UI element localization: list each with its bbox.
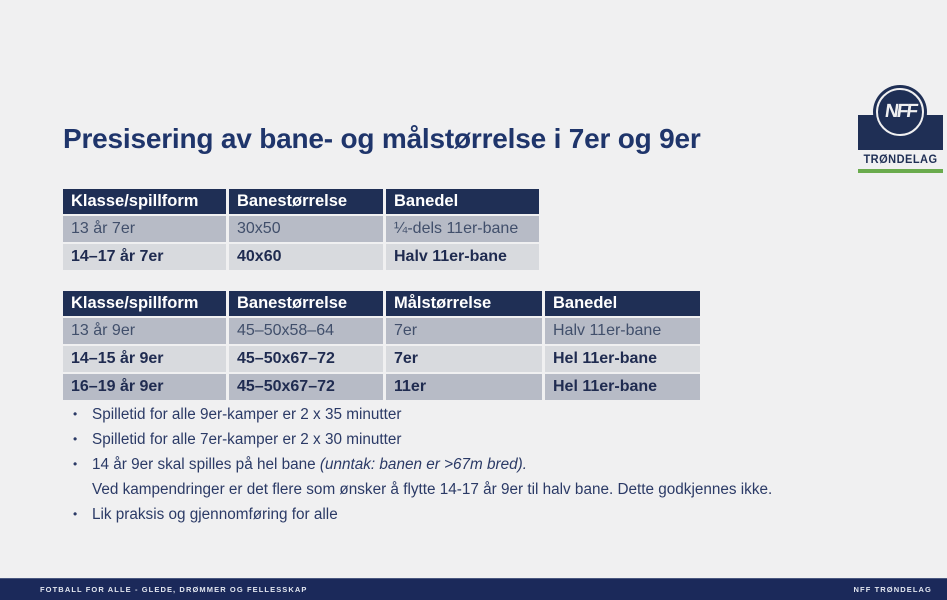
table-header-cell: Banedel [386, 189, 539, 214]
table-cell: Hel 11er-bane [545, 374, 700, 400]
bullet-text: Spilletid for alle 9er-kamper er 2 x 35 minutter [92, 406, 402, 423]
table-cell: 16–19 år 9er [63, 374, 226, 400]
table-cell: Halv 11er-bane [545, 318, 700, 344]
table-header-cell: Banestørrelse [229, 291, 383, 316]
bullet-dot: • [73, 432, 78, 446]
bullet-dot: • [73, 407, 78, 421]
table-header-cell: Banestørrelse [229, 189, 383, 214]
bullet-text-italic: (unntak: banen er >67m bred). [319, 456, 527, 473]
table-cell: 13 år 9er [63, 318, 226, 344]
bullet-dot: • [73, 507, 78, 521]
bullet-dot: • [73, 457, 78, 471]
footer-slogan: FOTBALL FOR ALLE - GLEDE, DRØMMER OG FELLESSKAP [40, 585, 308, 594]
nff-logo-ring [876, 88, 924, 136]
table-cell: ¼-dels 11er-bane [386, 216, 539, 242]
bullet-continuation: Ved kampendringer er det flere som ønsker å flytte 14-17 år 9er til halv bane. Dette godkjennes ikke. [92, 481, 773, 498]
bullet-item [70, 502, 890, 527]
table-cell: 7er [386, 318, 542, 344]
table-cell: Halv 11er-bane [386, 244, 539, 270]
footer-bar [0, 578, 947, 600]
table-header-cell: Klasse/spillform [63, 189, 226, 214]
footer-org: NFF TRØNDELAG [853, 585, 932, 594]
table-cell: Hel 11er-bane [545, 346, 700, 372]
nff-logo-circle [873, 85, 927, 139]
table-cell: 14–15 år 9er [63, 346, 226, 372]
logo-green-bar [858, 169, 943, 173]
bullet-item [70, 452, 890, 502]
bullet-item [70, 402, 890, 427]
table-cell: 40x60 [229, 244, 383, 270]
bullet-item [70, 427, 890, 452]
table-cell: 30x50 [229, 216, 383, 242]
bullet-list [70, 402, 890, 527]
page-title: Presisering av bane- og målstørrelse i 7er og 9er [63, 123, 701, 154]
table-cell: 11er [386, 374, 542, 400]
logo-region-label: TRØNDELAG [863, 152, 938, 166]
table-header-cell: Banedel [545, 291, 700, 316]
table-header-cell: Målstørrelse [386, 291, 542, 316]
table-cell: 14–17 år 7er [63, 244, 226, 270]
bullet-text: Lik praksis og gjennomføring for alle [92, 506, 338, 523]
bullet-text: Spilletid for alle 7er-kamper er 2 x 30 minutter [92, 431, 402, 448]
table-9er [63, 291, 700, 400]
nff-logo-monogram: NFF [883, 101, 918, 122]
bullet-text: 14 år 9er skal spilles på hel bane [92, 456, 320, 473]
table-cell: 45–50x67–72 [229, 374, 383, 400]
table-cell: 7er [386, 346, 542, 372]
table-header-cell: Klasse/spillform [63, 291, 226, 316]
table-cell: 13 år 7er [63, 216, 226, 242]
nff-trondelag-logo [858, 85, 943, 173]
table-cell: 45–50x67–72 [229, 346, 383, 372]
table-cell: 45–50x58–64 [229, 318, 383, 344]
table-7er [63, 189, 539, 270]
nff-logo-shield [858, 85, 943, 150]
